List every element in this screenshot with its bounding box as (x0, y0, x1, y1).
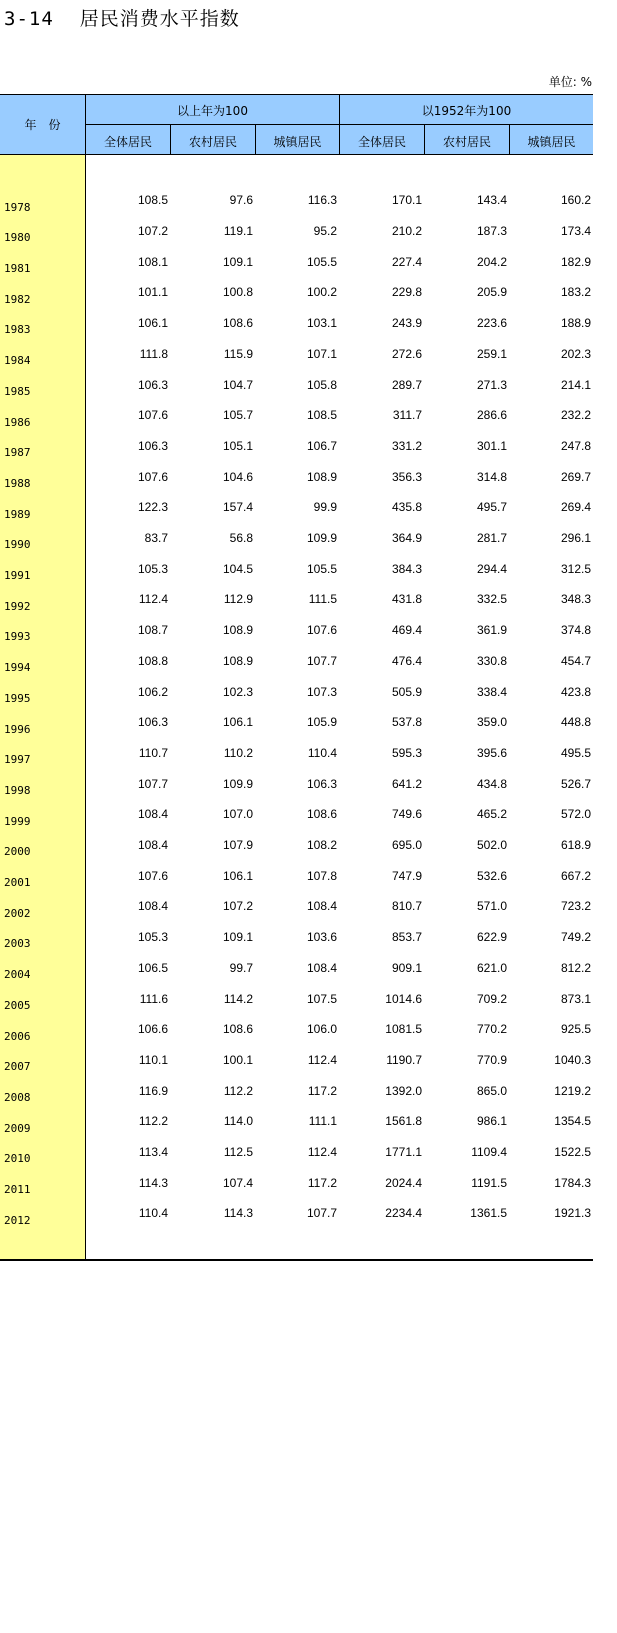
table-title: 居民消费水平指数 (79, 8, 240, 30)
value-cell: 269.4 (560, 500, 591, 515)
year-cell: 2005 (4, 998, 31, 1012)
value-cell: 205.9 (476, 285, 507, 300)
value-cell: 97.6 (229, 193, 253, 208)
value-cell: 572.0 (560, 807, 591, 822)
value-cell: 107.1 (306, 346, 337, 361)
value-cell: 108.2 (306, 838, 337, 853)
value-cell: 465.2 (476, 807, 507, 822)
table-row (0, 1045, 593, 1076)
value-cell: 502.0 (476, 838, 507, 853)
year-cell: 1999 (4, 814, 31, 828)
value-cell: 102.3 (222, 684, 253, 699)
value-cell: 229.8 (391, 285, 422, 300)
value-cell: 105.1 (222, 438, 253, 453)
value-cell: 143.4 (476, 193, 507, 208)
value-cell: 526.7 (560, 776, 591, 791)
value-cell: 1219.2 (554, 1083, 591, 1098)
value-cell: 104.6 (222, 469, 253, 484)
value-cell: 105.3 (137, 561, 168, 576)
value-cell: 622.9 (476, 930, 507, 945)
value-cell: 104.5 (222, 561, 253, 576)
value-cell: 1040.3 (554, 1052, 591, 1067)
value-cell: 359.0 (476, 715, 507, 730)
value-cell: 107.6 (306, 623, 337, 638)
value-cell: 107.7 (137, 776, 168, 791)
value-cell: 749.6 (391, 807, 422, 822)
data-table (0, 94, 593, 1260)
sub-header-all-residents-1952: 全体居民 (357, 135, 406, 149)
value-cell: 105.9 (306, 715, 337, 730)
value-cell: 312.5 (560, 561, 591, 576)
value-cell: 618.9 (560, 838, 591, 853)
value-cell: 157.4 (222, 500, 253, 515)
value-cell: 116.3 (307, 193, 337, 208)
value-cell: 469.4 (391, 623, 422, 638)
value-cell: 873.1 (560, 991, 591, 1006)
value-cell: 338.4 (476, 684, 507, 699)
group-divider (339, 94, 340, 154)
value-cell: 202.3 (560, 346, 591, 361)
value-cell: 247.8 (560, 438, 591, 453)
value-cell: 107.6 (137, 868, 168, 883)
value-cell: 106.3 (306, 776, 337, 791)
sub-header-urban-1952: 城镇居民 (527, 135, 576, 149)
value-cell: 188.9 (560, 316, 591, 331)
table-row (0, 216, 593, 247)
value-cell: 107.9 (222, 838, 253, 853)
table-row (0, 830, 593, 861)
table-row (0, 308, 593, 339)
year-cell: 2006 (4, 1029, 31, 1043)
value-cell: 109.9 (222, 776, 253, 791)
value-cell: 571.0 (476, 899, 507, 914)
value-cell: 105.3 (137, 930, 168, 945)
value-cell: 621.0 (476, 960, 507, 975)
value-cell: 286.6 (476, 408, 507, 423)
value-cell: 99.7 (229, 960, 253, 975)
value-cell: 395.6 (476, 745, 507, 760)
year-cell: 1995 (4, 691, 31, 705)
value-cell: 110.1 (138, 1052, 168, 1067)
year-cell: 1981 (4, 262, 31, 276)
value-cell: 103.6 (306, 930, 337, 945)
header-bottom-border (0, 154, 593, 155)
value-cell: 115.9 (223, 346, 253, 361)
value-cell: 108.5 (137, 193, 168, 208)
year-cell: 1982 (4, 292, 31, 306)
value-cell: 103.1 (306, 316, 337, 331)
value-cell: 112.9 (223, 592, 253, 607)
value-cell: 356.3 (391, 469, 422, 484)
value-cell: 853.7 (391, 930, 422, 945)
value-cell: 223.6 (476, 316, 507, 331)
table-row (0, 369, 593, 400)
year-cell: 2001 (4, 876, 31, 890)
value-cell: 112.5 (223, 1145, 253, 1160)
value-cell: 83.7 (144, 531, 168, 546)
value-cell: 770.2 (476, 1022, 507, 1037)
group-header-1952: 以1952年为100 (421, 104, 512, 118)
value-cell: 112.4 (307, 1052, 337, 1067)
value-cell: 114.0 (223, 1114, 253, 1129)
table-row (0, 185, 593, 216)
sub-header-urban-prev: 城镇居民 (273, 135, 322, 149)
value-cell: 170.1 (391, 193, 422, 208)
value-cell: 107.7 (306, 653, 337, 668)
value-cell: 182.9 (560, 254, 591, 269)
table-row (0, 922, 593, 953)
value-cell: 112.4 (307, 1145, 337, 1160)
table-row (0, 891, 593, 922)
table-row (0, 1198, 593, 1229)
year-cell: 1980 (4, 231, 31, 245)
value-cell: 108.9 (222, 653, 253, 668)
value-cell: 330.8 (476, 653, 507, 668)
value-cell: 111.6 (139, 991, 168, 1006)
value-cell: 108.7 (137, 623, 168, 638)
value-cell: 112.2 (223, 1083, 253, 1098)
value-cell: 232.2 (560, 408, 591, 423)
value-cell: 106.1 (222, 715, 253, 730)
value-cell: 331.2 (391, 438, 422, 453)
table-row (0, 953, 593, 984)
year-cell: 2011 (4, 1183, 31, 1197)
value-cell: 925.5 (560, 1022, 591, 1037)
value-cell: 210.2 (391, 224, 422, 239)
table-row (0, 400, 593, 431)
value-cell: 117.2 (307, 1083, 337, 1098)
table-row (0, 983, 593, 1014)
value-cell: 107.2 (222, 899, 253, 914)
value-cell: 435.8 (391, 500, 422, 515)
value-cell: 106.6 (137, 1022, 168, 1037)
value-cell: 173.4 (560, 224, 591, 239)
value-cell: 104.7 (222, 377, 253, 392)
table-row (0, 1075, 593, 1106)
value-cell: 986.1 (476, 1114, 507, 1129)
year-cell: 2007 (4, 1060, 31, 1074)
sub-divider (509, 124, 510, 154)
table-row (0, 676, 593, 707)
value-cell: 106.3 (137, 377, 168, 392)
value-cell: 272.6 (391, 346, 422, 361)
value-cell: 107.4 (222, 1175, 253, 1190)
value-cell: 105.5 (306, 561, 337, 576)
group-header-previous-year: 以上年为100 (177, 104, 248, 118)
value-cell: 1190.7 (386, 1052, 422, 1067)
value-cell: 311.7 (392, 408, 422, 423)
value-cell: 122.3 (137, 500, 168, 515)
value-cell: 1522.5 (554, 1145, 591, 1160)
value-cell: 332.5 (476, 592, 507, 607)
table-row (0, 1014, 593, 1045)
value-cell: 364.9 (391, 531, 422, 546)
year-cell: 1989 (4, 507, 31, 521)
value-cell: 1921.3 (554, 1206, 591, 1221)
table-row (0, 799, 593, 830)
year-cell: 1978 (4, 200, 31, 214)
value-cell: 108.4 (306, 899, 337, 914)
table-row (0, 553, 593, 584)
value-cell: 107.2 (137, 224, 168, 239)
value-cell: 1014.6 (385, 991, 422, 1006)
value-cell: 2234.4 (385, 1206, 422, 1221)
value-cell: 2024.4 (385, 1175, 422, 1190)
value-cell: 110.4 (307, 745, 337, 760)
year-cell: 1987 (4, 446, 31, 460)
value-cell: 100.8 (222, 285, 253, 300)
sub-divider (170, 124, 171, 154)
table-row (0, 492, 593, 523)
year-cell: 1998 (4, 783, 31, 797)
value-cell: 100.1 (222, 1052, 253, 1067)
value-cell: 1771.1 (385, 1145, 422, 1160)
value-cell: 110.7 (138, 745, 168, 760)
value-cell: 183.2 (560, 285, 591, 300)
year-cell: 2000 (4, 845, 31, 859)
value-cell: 108.6 (222, 316, 253, 331)
value-cell: 106.1 (137, 316, 168, 331)
value-cell: 116.9 (138, 1083, 168, 1098)
year-header (0, 94, 85, 154)
value-cell: 107.6 (137, 469, 168, 484)
table-row (0, 523, 593, 554)
sub-header-all-residents-prev: 全体居民 (103, 135, 152, 149)
value-cell: 314.8 (476, 469, 507, 484)
table-row (0, 738, 593, 769)
value-cell: 108.4 (137, 807, 168, 822)
value-cell: 107.3 (306, 684, 337, 699)
value-cell: 434.8 (476, 776, 507, 791)
value-cell: 269.7 (560, 469, 591, 484)
value-cell: 723.2 (560, 899, 591, 914)
year-header-label: 年份 (24, 117, 73, 132)
value-cell: 112.4 (138, 592, 168, 607)
value-cell: 361.9 (476, 623, 507, 638)
table-row (0, 584, 593, 615)
value-cell: 107.7 (306, 1206, 337, 1221)
table-row (0, 707, 593, 738)
value-cell: 95.2 (313, 224, 337, 239)
table-top-border (0, 94, 593, 95)
table-row (0, 431, 593, 462)
value-cell: 106.0 (306, 1022, 337, 1037)
value-cell: 108.9 (222, 623, 253, 638)
value-cell: 187.3 (476, 224, 507, 239)
value-cell: 289.7 (391, 377, 422, 392)
value-cell: 423.8 (560, 684, 591, 699)
value-cell: 810.7 (391, 899, 422, 914)
value-cell: 1361.5 (470, 1206, 507, 1221)
value-cell: 106.3 (137, 715, 168, 730)
value-cell: 1392.0 (385, 1083, 422, 1098)
year-cell: 1997 (4, 753, 31, 767)
value-cell: 747.9 (391, 868, 422, 883)
value-cell: 532.6 (476, 868, 507, 883)
value-cell: 476.4 (391, 653, 422, 668)
year-cell: 1996 (4, 722, 31, 736)
value-cell: 865.0 (476, 1083, 507, 1098)
table-row (0, 1167, 593, 1198)
value-cell: 106.2 (137, 684, 168, 699)
value-cell: 108.6 (222, 1022, 253, 1037)
value-cell: 1784.3 (554, 1175, 591, 1190)
value-cell: 448.8 (560, 715, 591, 730)
value-cell: 101.1 (137, 285, 168, 300)
value-cell: 296.1 (560, 531, 591, 546)
table-row (0, 646, 593, 677)
value-cell: 109.9 (306, 531, 337, 546)
value-cell: 105.7 (222, 408, 253, 423)
value-cell: 111.8 (139, 346, 168, 361)
value-cell: 111.1 (308, 1114, 337, 1129)
value-cell: 204.2 (476, 254, 507, 269)
value-cell: 108.6 (306, 807, 337, 822)
value-cell: 695.0 (391, 838, 422, 853)
value-cell: 108.4 (137, 899, 168, 914)
value-cell: 106.3 (137, 438, 168, 453)
value-cell: 107.8 (306, 868, 337, 883)
table-row (0, 246, 593, 277)
value-cell: 1561.8 (385, 1114, 422, 1129)
value-cell: 495.5 (560, 745, 591, 760)
table-row (0, 768, 593, 799)
value-cell: 56.8 (229, 531, 253, 546)
value-cell: 105.8 (306, 377, 337, 392)
value-cell: 537.8 (391, 715, 422, 730)
value-cell: 109.1 (222, 254, 253, 269)
value-cell: 105.5 (306, 254, 337, 269)
value-cell: 107.5 (306, 991, 337, 1006)
value-cell: 374.8 (560, 623, 591, 638)
value-cell: 111.5 (308, 592, 337, 607)
value-cell: 227.4 (391, 254, 422, 269)
table-row (0, 1106, 593, 1137)
value-cell: 106.1 (222, 868, 253, 883)
year-cell: 2010 (4, 1152, 31, 1166)
year-cell: 1993 (4, 630, 31, 644)
page-title (4, 4, 240, 31)
value-cell: 770.9 (476, 1052, 507, 1067)
sub-divider (255, 124, 256, 154)
table-row (0, 615, 593, 646)
table-row (0, 1137, 593, 1168)
table-row (0, 860, 593, 891)
value-cell: 114.3 (223, 1206, 253, 1221)
value-cell: 384.3 (391, 561, 422, 576)
year-cell: 2009 (4, 1121, 31, 1135)
value-cell: 119.1 (223, 224, 253, 239)
value-cell: 114.2 (223, 991, 253, 1006)
year-cell: 1986 (4, 415, 31, 429)
year-cell: 1984 (4, 354, 31, 368)
unit-label: 单位: % (548, 75, 592, 89)
year-cell: 1990 (4, 538, 31, 552)
value-cell: 113.4 (138, 1145, 168, 1160)
year-cell: 1994 (4, 661, 31, 675)
value-cell: 112.2 (138, 1114, 168, 1129)
value-cell: 214.1 (560, 377, 591, 392)
year-cell: 2012 (4, 1213, 31, 1227)
value-cell: 1081.5 (385, 1022, 422, 1037)
value-cell: 99.9 (313, 500, 337, 515)
value-cell: 1109.4 (471, 1145, 507, 1160)
value-cell: 454.7 (560, 653, 591, 668)
year-cell: 1992 (4, 599, 31, 613)
value-cell: 108.4 (137, 838, 168, 853)
value-cell: 109.1 (222, 930, 253, 945)
sub-divider (424, 124, 425, 154)
value-cell: 749.2 (560, 930, 591, 945)
value-cell: 100.2 (306, 285, 337, 300)
value-cell: 495.7 (476, 500, 507, 515)
year-cell: 1991 (4, 569, 31, 583)
sub-header-rural-1952: 农村居民 (442, 135, 491, 149)
value-cell: 110.4 (138, 1206, 168, 1221)
value-cell: 1191.5 (471, 1175, 507, 1190)
sub-header-rural-prev: 农村居民 (188, 135, 237, 149)
value-cell: 909.1 (391, 960, 422, 975)
value-cell: 271.3 (476, 377, 507, 392)
value-cell: 117.2 (307, 1175, 337, 1190)
year-cell: 2004 (4, 968, 31, 982)
value-cell: 107.6 (137, 408, 168, 423)
value-cell: 259.1 (476, 346, 507, 361)
value-cell: 106.7 (306, 438, 337, 453)
value-cell: 667.2 (560, 868, 591, 883)
year-cell: 1988 (4, 476, 31, 490)
value-cell: 348.3 (560, 592, 591, 607)
table-number: 3-14 (4, 8, 54, 30)
year-cell: 1983 (4, 323, 31, 337)
year-cell: 2003 (4, 937, 31, 951)
year-cell: 2002 (4, 906, 31, 920)
value-cell: 108.1 (137, 254, 168, 269)
value-cell: 106.5 (137, 960, 168, 975)
value-cell: 281.7 (476, 531, 507, 546)
value-cell: 110.2 (223, 745, 253, 760)
value-cell: 108.4 (306, 960, 337, 975)
value-cell: 505.9 (391, 684, 422, 699)
value-cell: 431.8 (391, 592, 422, 607)
value-cell: 301.1 (476, 438, 507, 453)
value-cell: 108.9 (306, 469, 337, 484)
value-cell: 108.5 (306, 408, 337, 423)
value-cell: 709.2 (476, 991, 507, 1006)
value-cell: 243.9 (391, 316, 422, 331)
value-cell: 641.2 (391, 776, 422, 791)
value-cell: 1354.5 (554, 1114, 591, 1129)
value-cell: 294.4 (476, 561, 507, 576)
table-row (0, 339, 593, 370)
table-row (0, 461, 593, 492)
value-cell: 114.3 (138, 1175, 168, 1190)
table-row (0, 277, 593, 308)
table-bottom-border (0, 1259, 593, 1261)
year-cell: 2008 (4, 1090, 31, 1104)
year-cell: 1985 (4, 384, 31, 398)
value-cell: 160.2 (560, 193, 591, 208)
value-cell: 107.0 (222, 807, 253, 822)
value-cell: 108.8 (137, 653, 168, 668)
value-cell: 595.3 (391, 745, 422, 760)
value-cell: 812.2 (560, 960, 591, 975)
